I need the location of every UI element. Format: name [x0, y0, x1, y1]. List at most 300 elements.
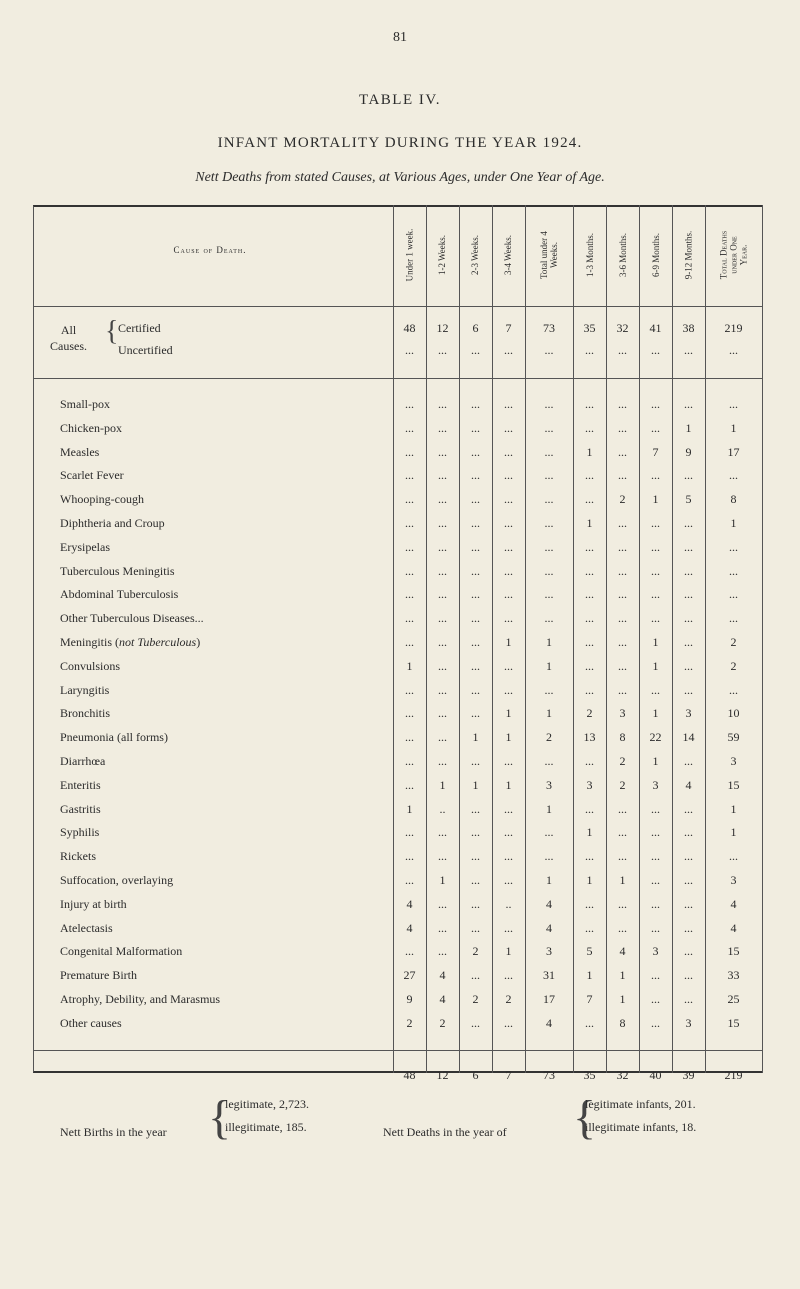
table-cell: ... — [618, 611, 627, 626]
table-cell: ... — [684, 563, 693, 578]
table-cell: ... — [544, 397, 554, 411]
row-label: Suffocation, overlaying — [60, 873, 174, 887]
table-cell: ... — [651, 343, 660, 357]
column-header — [492, 210, 525, 300]
column-header — [705, 210, 762, 300]
table-cell: 41 — [649, 321, 662, 335]
table-cell: ... — [729, 539, 738, 554]
table-cell: 1 — [505, 944, 512, 959]
table-cell: ... — [544, 468, 554, 483]
header-divider — [33, 306, 762, 307]
table-cell: 1 — [730, 516, 737, 530]
table-cell: ... — [684, 896, 693, 911]
table-cell: ... — [504, 397, 513, 411]
table-cell: 1 — [730, 801, 737, 816]
table-cell: ... — [618, 343, 627, 357]
births-illegitimate: illegitimate, 185. — [225, 1120, 307, 1134]
table-cell: ... — [544, 611, 554, 626]
row-label: Pneumonia (all forms) — [60, 730, 168, 745]
column-header-label: 3-6 Months. — [617, 232, 628, 278]
table-cell: ... — [585, 896, 594, 911]
table-cell: ... — [405, 420, 414, 435]
table-cell: ... — [684, 635, 693, 649]
table-cell: 8 — [619, 1015, 626, 1030]
table-cell: ... — [585, 801, 594, 816]
table-row — [0, 730, 800, 750]
table-cell: 33 — [727, 968, 740, 983]
table-cell: ... — [405, 611, 414, 626]
table-cell: ... — [405, 873, 414, 887]
table-cell: ... — [585, 468, 594, 483]
table-cell: ... — [651, 587, 660, 602]
table-cell: 4 — [546, 1015, 552, 1030]
table-cell: 1 — [505, 777, 512, 792]
total-cell: 6 — [472, 1068, 479, 1082]
table-cell: ... — [438, 635, 447, 649]
table-row — [0, 516, 800, 536]
table-cell: ... — [684, 801, 693, 816]
table-cell: ... — [585, 343, 594, 357]
table-cell: 1 — [439, 873, 446, 887]
table-cell: ... — [544, 849, 554, 864]
table-cell: ... — [471, 754, 480, 768]
cause-column-header: Cause of Death. — [173, 245, 247, 255]
table-cell: ... — [471, 563, 480, 578]
deaths-legitimate: legitimate infants, 201. — [585, 1097, 696, 1111]
table-cell: ... — [651, 873, 660, 887]
deaths-illegitimate: illegitimate infants, 18. — [585, 1120, 697, 1134]
row-label: Congenital Malformation — [60, 944, 183, 959]
table-cell: 17 — [543, 992, 555, 1006]
table-cell: ... — [618, 682, 627, 697]
table-cell: ... — [684, 658, 693, 673]
table-cell: 219 — [724, 321, 743, 335]
table-cell: ... — [471, 801, 480, 816]
table-cell: 4 — [619, 944, 626, 959]
table-cell: ... — [471, 492, 480, 507]
row-label: Atrophy, Debility, and Marasmus — [60, 992, 221, 1006]
table-cell: ... — [618, 801, 627, 816]
table-cell: 3 — [619, 706, 626, 721]
table-cell: ... — [438, 730, 447, 745]
row-label: Abdominal Tuberculosis — [60, 587, 179, 602]
table-cell: ... — [504, 849, 513, 864]
total-cell: 219 — [724, 1068, 743, 1082]
table-cell: ... — [585, 420, 594, 435]
table-cell: ... — [618, 444, 627, 459]
table-row — [0, 706, 800, 726]
column-header-label: 1-2 Weeks. — [437, 234, 448, 276]
total-cell: 73 — [543, 1068, 555, 1082]
table-cell: ... — [438, 468, 447, 483]
table-cell: ... — [651, 563, 660, 578]
column-header-label: 6-9 Months. — [650, 232, 661, 278]
table-cell: ... — [585, 635, 594, 649]
column-header — [639, 210, 672, 300]
table-cell: ... — [684, 397, 693, 411]
table-cell: ... — [471, 516, 480, 530]
all-causes-divider — [33, 378, 762, 379]
table-cell: ... — [405, 635, 414, 649]
table-cell: ... — [544, 492, 554, 507]
table-cell: ... — [684, 682, 693, 697]
table-cell: ... — [438, 944, 447, 959]
table-cell: 1 — [685, 420, 692, 435]
all-causes-line1: All — [60, 323, 77, 337]
table-cell: 1 — [586, 516, 593, 530]
table-cell: 48 — [403, 321, 416, 335]
deaths-label: Nett Deaths in the year of — [383, 1125, 507, 1139]
table-cell: 7 — [586, 992, 593, 1006]
table-cell: ... — [405, 825, 414, 840]
table-cell: ... — [504, 539, 513, 554]
table-cell: 1 — [586, 444, 593, 459]
table-cell: 8 — [730, 492, 737, 507]
table-row — [0, 683, 800, 703]
table-cell: 1 — [472, 730, 479, 745]
column-header-label: Total Deaths under One Year. — [718, 230, 749, 280]
table-cell: ... — [471, 920, 480, 935]
table-cell: ... — [585, 849, 594, 864]
table-cell: ... — [405, 397, 414, 411]
table-cell: 1 — [546, 801, 552, 816]
table-cell: ... — [618, 896, 627, 911]
table-cell: 1 — [730, 825, 737, 840]
all-causes-line2: Causes. — [50, 339, 87, 353]
row-label: Whooping-cough — [60, 492, 144, 507]
table-row — [0, 343, 800, 363]
table-cell: ... — [405, 777, 414, 792]
table-cell: 1 — [619, 968, 626, 983]
table-cell: ... — [504, 468, 513, 483]
table-cell: ... — [438, 896, 447, 911]
table-cell: ... — [684, 468, 693, 483]
column-header — [672, 210, 705, 300]
table-cell: ... — [684, 920, 693, 935]
table-row — [0, 897, 800, 917]
table-cell: ... — [729, 849, 738, 864]
table-cell: 1 — [406, 658, 413, 673]
total-cell: 32 — [616, 1068, 629, 1082]
table-cell: ... — [504, 611, 513, 626]
table-cell: ... — [729, 468, 738, 483]
table-cell: ... — [504, 968, 513, 983]
table-cell: ... — [504, 492, 513, 507]
table-cell: ... — [504, 682, 513, 697]
table-cell: ... — [544, 420, 554, 435]
table-cell: 1 — [586, 825, 593, 840]
table-cell: ... — [544, 516, 554, 530]
column-header-label: 9-12 Months. — [683, 230, 694, 280]
table-cell: 1 — [652, 492, 659, 507]
row-label: Meningitis (not Tuberculous) — [60, 635, 201, 649]
table-cell: 4 — [406, 920, 413, 935]
table-cell: ... — [651, 397, 660, 411]
table-cell: ... — [618, 849, 627, 864]
table-row — [0, 1016, 800, 1036]
row-label: Atelectasis — [60, 920, 113, 935]
row-label: Other Tuberculous Diseases... — [60, 611, 204, 626]
table-row — [0, 564, 800, 584]
table-row — [0, 397, 800, 417]
table-cell: 9 — [685, 444, 692, 459]
table-cell: ... — [684, 849, 693, 864]
table-row — [0, 492, 800, 512]
table-cell: 3 — [546, 777, 552, 792]
table-cell: ... — [405, 587, 414, 602]
row-label: Laryngitis — [60, 682, 110, 697]
table-cell: ... — [504, 658, 513, 673]
table-cell: 3 — [685, 706, 692, 721]
table-cell: 14 — [682, 730, 695, 745]
births-label: Nett Births in the year — [60, 1125, 167, 1139]
column-header — [525, 210, 573, 300]
all-causes-brace: { — [105, 316, 119, 347]
column-header — [459, 210, 492, 300]
table-cell: 59 — [727, 730, 740, 745]
table-cell: 3 — [586, 777, 593, 792]
table-cell: 1 — [652, 706, 659, 721]
table-cell: 2 — [619, 777, 626, 792]
table-cell: ... — [729, 397, 738, 411]
total-cell: 7 — [505, 1068, 512, 1082]
row-label: Convulsions — [60, 658, 121, 673]
column-header — [606, 210, 639, 300]
totals-row — [0, 1068, 800, 1088]
table-cell: ... — [471, 1015, 480, 1030]
table-row — [0, 921, 800, 941]
table-cell: ... — [618, 658, 627, 673]
table-cell: ... — [471, 896, 480, 911]
table-row — [0, 540, 800, 560]
table-cell: 1 — [505, 730, 512, 745]
table-cell: 3 — [652, 944, 659, 959]
table-cell: ... — [618, 920, 627, 935]
table-cell: ... — [651, 849, 660, 864]
table-subtitle: Nett Deaths from stated Causes, at Various Ages, under One Year of Age. — [195, 170, 605, 185]
table-cell: 3 — [685, 1015, 692, 1030]
table-cell: ... — [618, 825, 627, 840]
table-cell: 1 — [505, 706, 512, 721]
table-cell: 1 — [586, 873, 593, 887]
row-label: Small-pox — [60, 397, 110, 411]
table-cell: ... — [684, 873, 693, 887]
row-label: Gastritis — [60, 801, 101, 816]
table-row — [0, 611, 800, 631]
table-cell: 1 — [586, 968, 593, 983]
table-row — [0, 992, 800, 1012]
table-cell: ... — [405, 516, 414, 530]
table-row — [0, 754, 800, 774]
table-cell: 1 — [472, 777, 479, 792]
table-cell: 15 — [727, 777, 740, 792]
table-cell: ... — [438, 611, 447, 626]
table-label: TABLE IV. — [358, 92, 442, 108]
row-label: Certified — [118, 321, 161, 335]
table-cell: 13 — [583, 730, 596, 745]
table-row — [0, 445, 800, 465]
table-cell: 1 — [730, 420, 737, 435]
table-cell: 10 — [727, 706, 740, 721]
table-cell: 25 — [727, 992, 740, 1006]
table-cell: ... — [471, 825, 480, 840]
row-label: Rickets — [60, 849, 96, 864]
table-cell: ... — [405, 468, 414, 483]
table-row — [0, 321, 800, 341]
table-cell: ... — [405, 444, 414, 459]
table-cell: ... — [471, 468, 480, 483]
table-cell: ... — [504, 873, 513, 887]
births-brace: { — [208, 1091, 232, 1144]
column-header-label: 1-3 Months. — [584, 232, 595, 278]
table-cell: ... — [438, 587, 447, 602]
column-header-label: 2-3 Weeks. — [470, 234, 481, 276]
table-cell: 4 — [439, 968, 446, 983]
table-cell: 7 — [505, 321, 512, 335]
table-cell: 2 — [505, 992, 512, 1006]
total-cell: 12 — [436, 1068, 449, 1082]
table-cell: ... — [471, 706, 480, 721]
table-cell: ... — [405, 539, 414, 554]
table-cell: ... — [471, 873, 480, 887]
table-cell: 2 — [619, 492, 626, 507]
table-cell: ... — [684, 611, 693, 626]
table-cell: ... — [729, 611, 738, 626]
table-cell: ... — [405, 682, 414, 697]
table-cell: 1 — [652, 635, 659, 649]
table-cell: ... — [438, 563, 447, 578]
table-cell: 73 — [543, 321, 555, 335]
totals-divider — [33, 1050, 762, 1051]
table-cell: ... — [651, 516, 660, 530]
table-cell: 7 — [652, 444, 659, 459]
table-cell: ... — [438, 397, 447, 411]
table-cell: ... — [471, 539, 480, 554]
table-cell: 2 — [439, 1015, 446, 1030]
row-label: Uncertified — [118, 343, 173, 357]
table-cell: 2 — [619, 754, 626, 768]
table-row — [0, 468, 800, 488]
column-header-label: Under 1 week. — [404, 228, 415, 282]
table-cell: 3 — [546, 944, 552, 959]
table-cell: ... — [618, 635, 627, 649]
table-cell: ... — [651, 682, 660, 697]
table-cell: 6 — [472, 321, 479, 335]
table-cell: ... — [471, 968, 480, 983]
table-cell: ... — [585, 682, 594, 697]
row-label: Enteritis — [60, 777, 101, 792]
table-cell: ... — [471, 343, 480, 357]
row-label: Scarlet Fever — [60, 468, 124, 483]
table-cell: 22 — [649, 730, 662, 745]
row-label: Diarrhœa — [60, 754, 106, 768]
table-cell: ... — [405, 754, 414, 768]
table-cell: ... — [405, 706, 414, 721]
table-cell: ... — [471, 444, 480, 459]
table-cell: ... — [544, 539, 554, 554]
table-cell: ... — [684, 968, 693, 983]
table-cell: ... — [684, 516, 693, 530]
table-cell: ... — [618, 420, 627, 435]
table-cell: ... — [471, 587, 480, 602]
table-cell: ... — [504, 801, 513, 816]
table-cell: ... — [438, 754, 447, 768]
table-cell: ... — [544, 587, 554, 602]
column-header — [393, 210, 426, 300]
table-cell: 1 — [652, 658, 659, 673]
table-cell: 1 — [546, 635, 552, 649]
births-legitimate: legitimate, 2,723. — [225, 1097, 309, 1111]
table-cell: ... — [618, 539, 627, 554]
table-cell: 1 — [619, 992, 626, 1006]
table-cell: ... — [585, 492, 594, 507]
table-cell: ... — [438, 444, 447, 459]
table-cell: ... — [651, 1015, 660, 1030]
table-cell: ... — [684, 539, 693, 554]
table-cell: 4 — [546, 920, 552, 935]
table-cell: ... — [585, 1015, 594, 1030]
table-cell: ... — [684, 825, 693, 840]
row-label: Diphtheria and Croup — [60, 516, 165, 530]
table-cell: ... — [585, 754, 594, 768]
table-cell: 2 — [546, 730, 552, 745]
table-cell: 31 — [543, 968, 555, 983]
table-cell: 27 — [403, 968, 416, 983]
table-cell: 15 — [727, 944, 740, 959]
table-cell: 2 — [730, 635, 737, 649]
total-cell: 40 — [649, 1068, 662, 1082]
table-cell: ... — [438, 492, 447, 507]
deaths-brace: { — [573, 1091, 597, 1144]
table-cell: ... — [544, 754, 554, 768]
table-row — [0, 587, 800, 607]
table-cell: ... — [651, 992, 660, 1006]
table-cell: ... — [684, 587, 693, 602]
table-cell: ... — [471, 397, 480, 411]
column-header-label: 3-4 Weeks. — [503, 234, 514, 276]
table-cell: .. — [439, 801, 446, 816]
table-cell: 17 — [727, 444, 740, 459]
table-cell: ... — [651, 801, 660, 816]
table-cell: ... — [651, 468, 660, 483]
page-title: INFANT MORTALITY DURING THE YEAR 1924. — [217, 135, 583, 151]
table-cell: ... — [504, 754, 513, 768]
table-cell: 3 — [730, 754, 737, 768]
table-cell: 4 — [730, 896, 737, 911]
table-cell: 1 — [439, 777, 446, 792]
table-cell: 2 — [472, 944, 479, 959]
table-cell: ... — [729, 563, 738, 578]
table-cell: ... — [585, 920, 594, 935]
table-cell: 1 — [406, 801, 413, 816]
table-cell: 38 — [682, 321, 695, 335]
table-cell: ... — [651, 420, 660, 435]
table-cell: ... — [618, 516, 627, 530]
table-cell: ... — [504, 516, 513, 530]
table-cell: ... — [684, 944, 693, 959]
table-cell: 1 — [546, 658, 552, 673]
table-cell: 2 — [406, 1015, 413, 1030]
table-cell: ... — [544, 825, 554, 840]
table-cell: ... — [504, 587, 513, 602]
row-label: Tuberculous Meningitis — [60, 563, 175, 578]
table-cell: ... — [504, 825, 513, 840]
table-cell: ... — [544, 444, 554, 459]
table-cell: 2 — [586, 706, 593, 721]
table-cell: ... — [438, 658, 447, 673]
table-cell: ... — [471, 658, 480, 673]
column-header — [573, 210, 606, 300]
